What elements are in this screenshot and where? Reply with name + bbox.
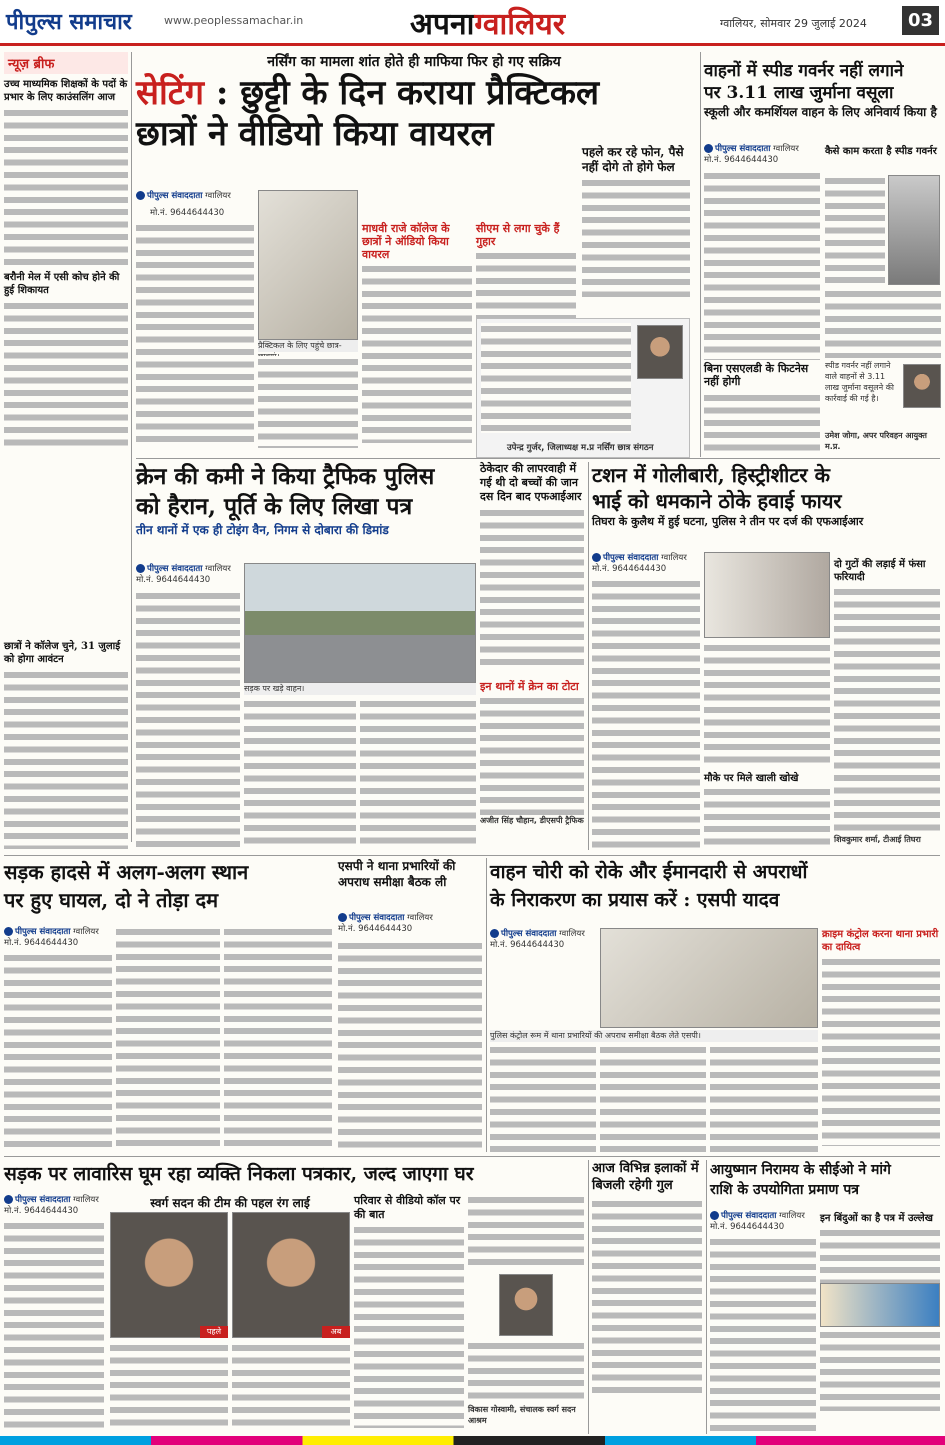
brief-body-2 [4,300,128,448]
crane-byline [136,563,256,587]
section-title-main: अपना [410,7,475,42]
accident-head [4,858,334,924]
ayushman-byline-source: पीपुल्स संवाददाता [721,1211,777,1221]
lead-quote-box [476,318,690,458]
vehicles-side-body-2 [825,288,941,358]
patrakar-byline-source: पीपुल्स संवाददाता [15,1195,71,1205]
reporter-icon [704,144,713,153]
sp-meeting-photo-caption: पुलिस कंट्रोल रूम में थाना प्रभारियों की अपराध समीक्षा बैठक लेते एसपी। [490,1030,818,1042]
brief-body-3 [4,669,128,849]
reporter-icon [4,1195,13,1204]
crane-quote-by: अजीत सिंह चौहान, डीएसपी ट्रैफिक [480,816,584,825]
crane-side-head: इन थानों में क्रेन का टोटा [480,680,579,693]
lead-body-col-2 [258,356,358,448]
bijli-headline: आज विभिन्न इलाकों में बिजली रहेगी गुल [592,1161,699,1193]
vahan-chori-side-head: क्राइम कंट्रोल करना थाना प्रभारी का दायित्व [822,929,939,953]
tashan-sub: तिघरा के कुलैथ में हुई घटना, पुलिस ने तीन पर दर्ज की एफआईआर [592,515,864,528]
patrakar-side [354,1194,464,1432]
lead-byline-text [136,190,256,201]
lead-side-2 [476,222,576,332]
news-brief-label: न्यूज़ ब्रीफ [4,52,128,74]
lead-side-1 [362,222,472,452]
tashan-byline-source: पीपुल्स संवाददाता [603,553,659,563]
patrakar-head [4,1160,584,1192]
patrakar-byline-city: ग्वालियर [73,1195,99,1205]
vehicles-byline-source: पीपुल्स संवाददाता [715,144,771,154]
lead-quote-by: उपेन्द्र गुर्जर, जिलाध्यक्ष म.प्र नर्सिंग छात्र संगठन [507,443,654,453]
reporter-icon [136,191,145,200]
vehicles-body-1 [704,170,820,360]
lead-photo [258,190,358,340]
patrakar-sub: स्वर्ग सदन की टीम की पहल रंग लाई [150,1196,310,1210]
accident-headline-2: पर हुए घायल, दो ने तोड़ा दम [4,888,219,912]
crane-body-2 [244,698,356,850]
vehicles-side-head-text: कैसे काम करता है स्पीड गवर्नर [825,146,937,157]
before-photo [110,1212,228,1338]
lead-side-3-head: पहले कर रहे फोन, पैसे नहीं दोगे तो होगे फेल [582,145,684,174]
vehicles-mobile: मो.नं. 9644644430 [704,155,779,165]
column-rule [588,462,589,850]
sp-meeting-photo [600,928,818,1028]
print-color-bar [0,1436,945,1445]
lead-headline-2: छात्रों ने वीडियो किया वायरल [136,114,494,154]
lead-side-3-body [582,177,690,297]
logo: पीपुल्स समाचार [6,9,132,35]
vehicles-quote [825,360,941,452]
ayushman-side-head: इन बिंदुओं का है पत्र में उल्लेख [820,1213,933,1224]
crane-side [480,680,584,850]
ayushman-headline-2: राशि के उपयोगिता प्रमाण पत्र [710,1182,859,1198]
thekedar-story [480,462,584,678]
vehicles-quote-by: उमेश जोगा, अपर परिवहन आयुक्त म.प्र. [825,431,927,451]
tashan-side-head: दो गुटों की लड़ाई में फंसा फरियादी [834,559,926,583]
vahan-chori-body-1 [490,1044,596,1152]
reporter-icon [4,927,13,936]
tashan-body-3 [704,786,830,850]
reporter-icon [490,929,499,938]
lead-quote-text [481,323,631,433]
brief-headline-3: छात्रों ने कॉलेज चुने, 31 जुलाई को होगा आवंटन [4,641,121,665]
website-link[interactable]: www.peoplessamachar.in [164,14,304,27]
patrakar-mobile: मो.नं. 9644644430 [4,1206,79,1216]
tashan-side-body [834,586,940,834]
thekedar-headline: ठेकेदार की लापरवाही में गई थी दो बच्चों की जान दस दिन बाद एफआईआर [480,462,582,503]
tashan-head [592,462,940,552]
bijli-body [592,1198,702,1398]
column-rule [706,1160,707,1434]
section-title-accent: ग्वालियर [474,7,566,42]
lead-side-2-head: सीएम से लगा चुके हैं गुहार [476,222,560,248]
sp-meeting-headline: एसपी ने थाना प्रभारियों की अपराध समीक्षा बैठक ली [338,859,456,889]
bijli-story [592,1160,702,1432]
crane-side-body [480,695,584,815]
section-rule [4,1156,940,1157]
patrakar-side-body [354,1224,464,1428]
vahan-chori-headline-2: के निराकरण का प्रयास करें : एसपी यादव [490,889,780,911]
column-rule [588,1160,589,1434]
vahan-chori-byline-source: पीपुल्स संवाददाता [501,929,557,939]
patrakar-body-1 [4,1220,104,1432]
patrakar-side-head: परिवार से वीडियो कॉल पर की बात [354,1194,461,1221]
ayushman-mobile: मो.नं. 9644644430 [710,1222,785,1232]
vehicles-byline [704,143,824,167]
quote-portrait [637,325,683,379]
ayushman-headline-1: आयुष्मान निरामय के सीईओ ने मांगे [710,1162,891,1178]
tashan-body-2 [704,642,830,768]
lead-byline-source: पीपुल्स संवाददाता [147,191,203,201]
reporter-icon [592,553,601,562]
lead-kicker: नर्सिंग का मामला शांत होते ही माफिया फिर हो गए सक्रिय [267,54,561,70]
vehicles-box-head: बिना एसएलडी के फिटनेस नहीं होगी [704,362,809,388]
vehicles-headline-1: वाहनों में स्पीड गवर्नर नहीं लगाने [704,61,904,81]
vahan-chori-body-2 [600,1044,706,1152]
vahan-chori-headline-1: वाहन चोरी को रोके और ईमानदारी से अपराधों [490,861,808,883]
column-rule [700,52,701,457]
vahan-chori-mobile: मो.नं. 9644644430 [490,940,565,950]
vehicles-sub: स्कूली और कमर्शियल वाहन के लिए अनिवार्य किया है [704,105,937,119]
vahan-chori-head [490,858,940,928]
ayushman-byline [710,1210,816,1234]
section-title [410,2,565,43]
brief-body-1 [4,107,128,267]
section-rule [4,855,940,856]
crane-headline-2: को हैरान, पूर्ति के लिए लिखा पत्र [136,493,413,520]
page-number: 03 [902,6,939,35]
sp-meeting-head [338,858,482,918]
vehicles-quote-text: स्पीड गवर्नर नहीं लगाने वाले वाहनों से 3.11 लाख जुर्माना वसूलने की कार्रवाई की गई है। [825,361,894,403]
accident-body-2 [116,926,220,1152]
ayushman-card-photo [820,1283,940,1327]
vehicles-body-2 [704,392,820,452]
patrakar-quote-text [468,1194,584,1270]
ayushman-side [820,1212,940,1432]
tashan-sub-2: मौके पर मिले खाली खोखे [704,773,799,784]
accident-byline [4,926,124,950]
brief-headline-1: उच्च माध्यमिक शिक्षकों के पदों के प्रभार के लिए काउंसलिंग आज [4,79,128,103]
crane-byline-city: ग्वालियर [205,564,231,574]
after-label: अब [322,1326,350,1338]
tashan-quote-by: शिवकुमार शर्मा, टीआई तिघरा [834,835,921,844]
accident-body-3 [224,926,332,1152]
reporter-icon [710,1211,719,1220]
lead-body-col-1 [136,222,254,446]
vahan-chori-body-3 [710,1044,818,1152]
gun-photo [704,552,830,638]
reporter-icon [136,564,145,573]
masthead [0,0,945,46]
accident-headline-1: सड़क हादसे में अलग-अलग स्थान [4,860,249,884]
crane-photo [244,563,476,683]
ayushman-side-body-2 [820,1329,940,1411]
ayushman-body [710,1236,816,1432]
patrakar-byline [4,1194,112,1218]
vahan-chori-side-body [822,956,940,1146]
thekedar-body [480,507,584,667]
reporter-icon [338,913,347,922]
sp-meeting-mobile: मो.नं. 9644644430 [338,924,413,934]
tashan-headline-1: टशन में गोलीबारी, हिस्ट्रीशीटर के [592,463,830,487]
tashan-byline [592,552,712,576]
crane-mobile: मो.नं. 9644644430 [136,575,211,585]
dateline: ग्वालियर, सोमवार 29 जुलाई 2024 [720,17,867,30]
lead-side-1-body [362,263,472,443]
patrakar-body-3 [232,1342,350,1432]
patrakar-body-2 [110,1342,228,1432]
column-rule [131,52,132,842]
after-photo [232,1212,350,1338]
column-rule [486,858,487,1152]
vehicles-side-body [825,175,885,285]
vehicles-byline-city: ग्वालियर [773,144,799,154]
tashan-headline-2: भाई को धमकाने ठोके हवाई फायर [592,489,842,513]
vehicles-headline-2: पर 3.11 लाख जुर्माना वसूला [704,83,894,103]
tashan-mobile: मो.नं. 9644644430 [592,564,667,574]
patrakar-quote-text-2 [468,1340,584,1404]
vahan-chori-byline-city: ग्वालियर [559,929,585,939]
news-brief-column [4,52,128,522]
crane-head [136,462,476,562]
section-rule [136,458,940,459]
ayushman-byline-city: ग्वालियर [779,1211,805,1221]
sp-meeting-body [338,940,482,1152]
lead-prefix: सेटिंग [136,73,205,113]
lead-mobile: मो.नं. 9644644430 [150,208,225,218]
lead-side-3 [582,145,690,325]
tashan-body-1 [592,578,700,850]
sp-meeting-byline-city: ग्वालियर [407,913,433,923]
lead-headline-1: : छुट्टी के दिन कराया प्रैक्टिकल [204,73,600,113]
crane-headline-1: क्रेन की कमी ने किया ट्रैफिक पुलिस [136,463,435,490]
lead-photo-caption: प्रैक्टिकल के लिए पहुंचे छात्र- [258,340,358,352]
sp-meeting-byline [338,912,482,936]
patrakar-quote [468,1194,584,1432]
lead-side-1-head: माधवी राजे कॉलेज के छात्रों ने ऑडियो किया वायरल [362,222,450,261]
before-label: पहले [200,1326,228,1338]
tashan-byline-city: ग्वालियर [661,553,687,563]
crane-body-1 [136,590,240,850]
brief-headline-2: बरौनी मेल में एसी कोच होने की हुई शिकायत [4,272,120,296]
accident-mobile: मो.नं. 9644644430 [4,938,79,948]
crane-byline-source: पीपुल्स संवाददाता [147,564,203,574]
patrakar-quote-portrait [499,1274,553,1336]
lead-byline-city: ग्वालियर [205,191,231,201]
accident-byline-source: पीपुल्स संवाददाता [15,927,71,937]
accident-body-1 [4,952,112,1152]
crane-sub: तीन थानों में एक ही टोइंग वैन, निगम से दोबारा की डिमांड [136,523,389,537]
vehicles-head [704,60,940,150]
ayushman-side-body [820,1227,940,1283]
ayushman-head [710,1160,940,1210]
brief-story-3 [4,640,128,740]
crane-body-3 [360,698,476,850]
patrakar-headline: सड़क पर लावारिस घूम रहा व्यक्ति निकला पत्रकार, जल्द जाएगा घर [4,1163,474,1185]
vehicles-quote-portrait [903,364,941,408]
accident-byline-city: ग्वालियर [73,927,99,937]
crane-photo-caption: सड़क पर खड़े वाहन। [244,683,476,695]
vehicles-side-head [825,145,941,175]
lead-headline-line-1 [136,73,692,113]
patrakar-quote-by: विकास गोस्वामी, संचालक स्वर्ग सदन आश्रम [468,1405,576,1425]
speed-governor-photo [888,175,940,285]
tashan-side [834,558,940,850]
vahan-chori-side [822,928,940,1152]
sp-meeting-byline-source: पीपुल्स संवाददाता [349,913,405,923]
vahan-chori-byline [490,928,610,952]
